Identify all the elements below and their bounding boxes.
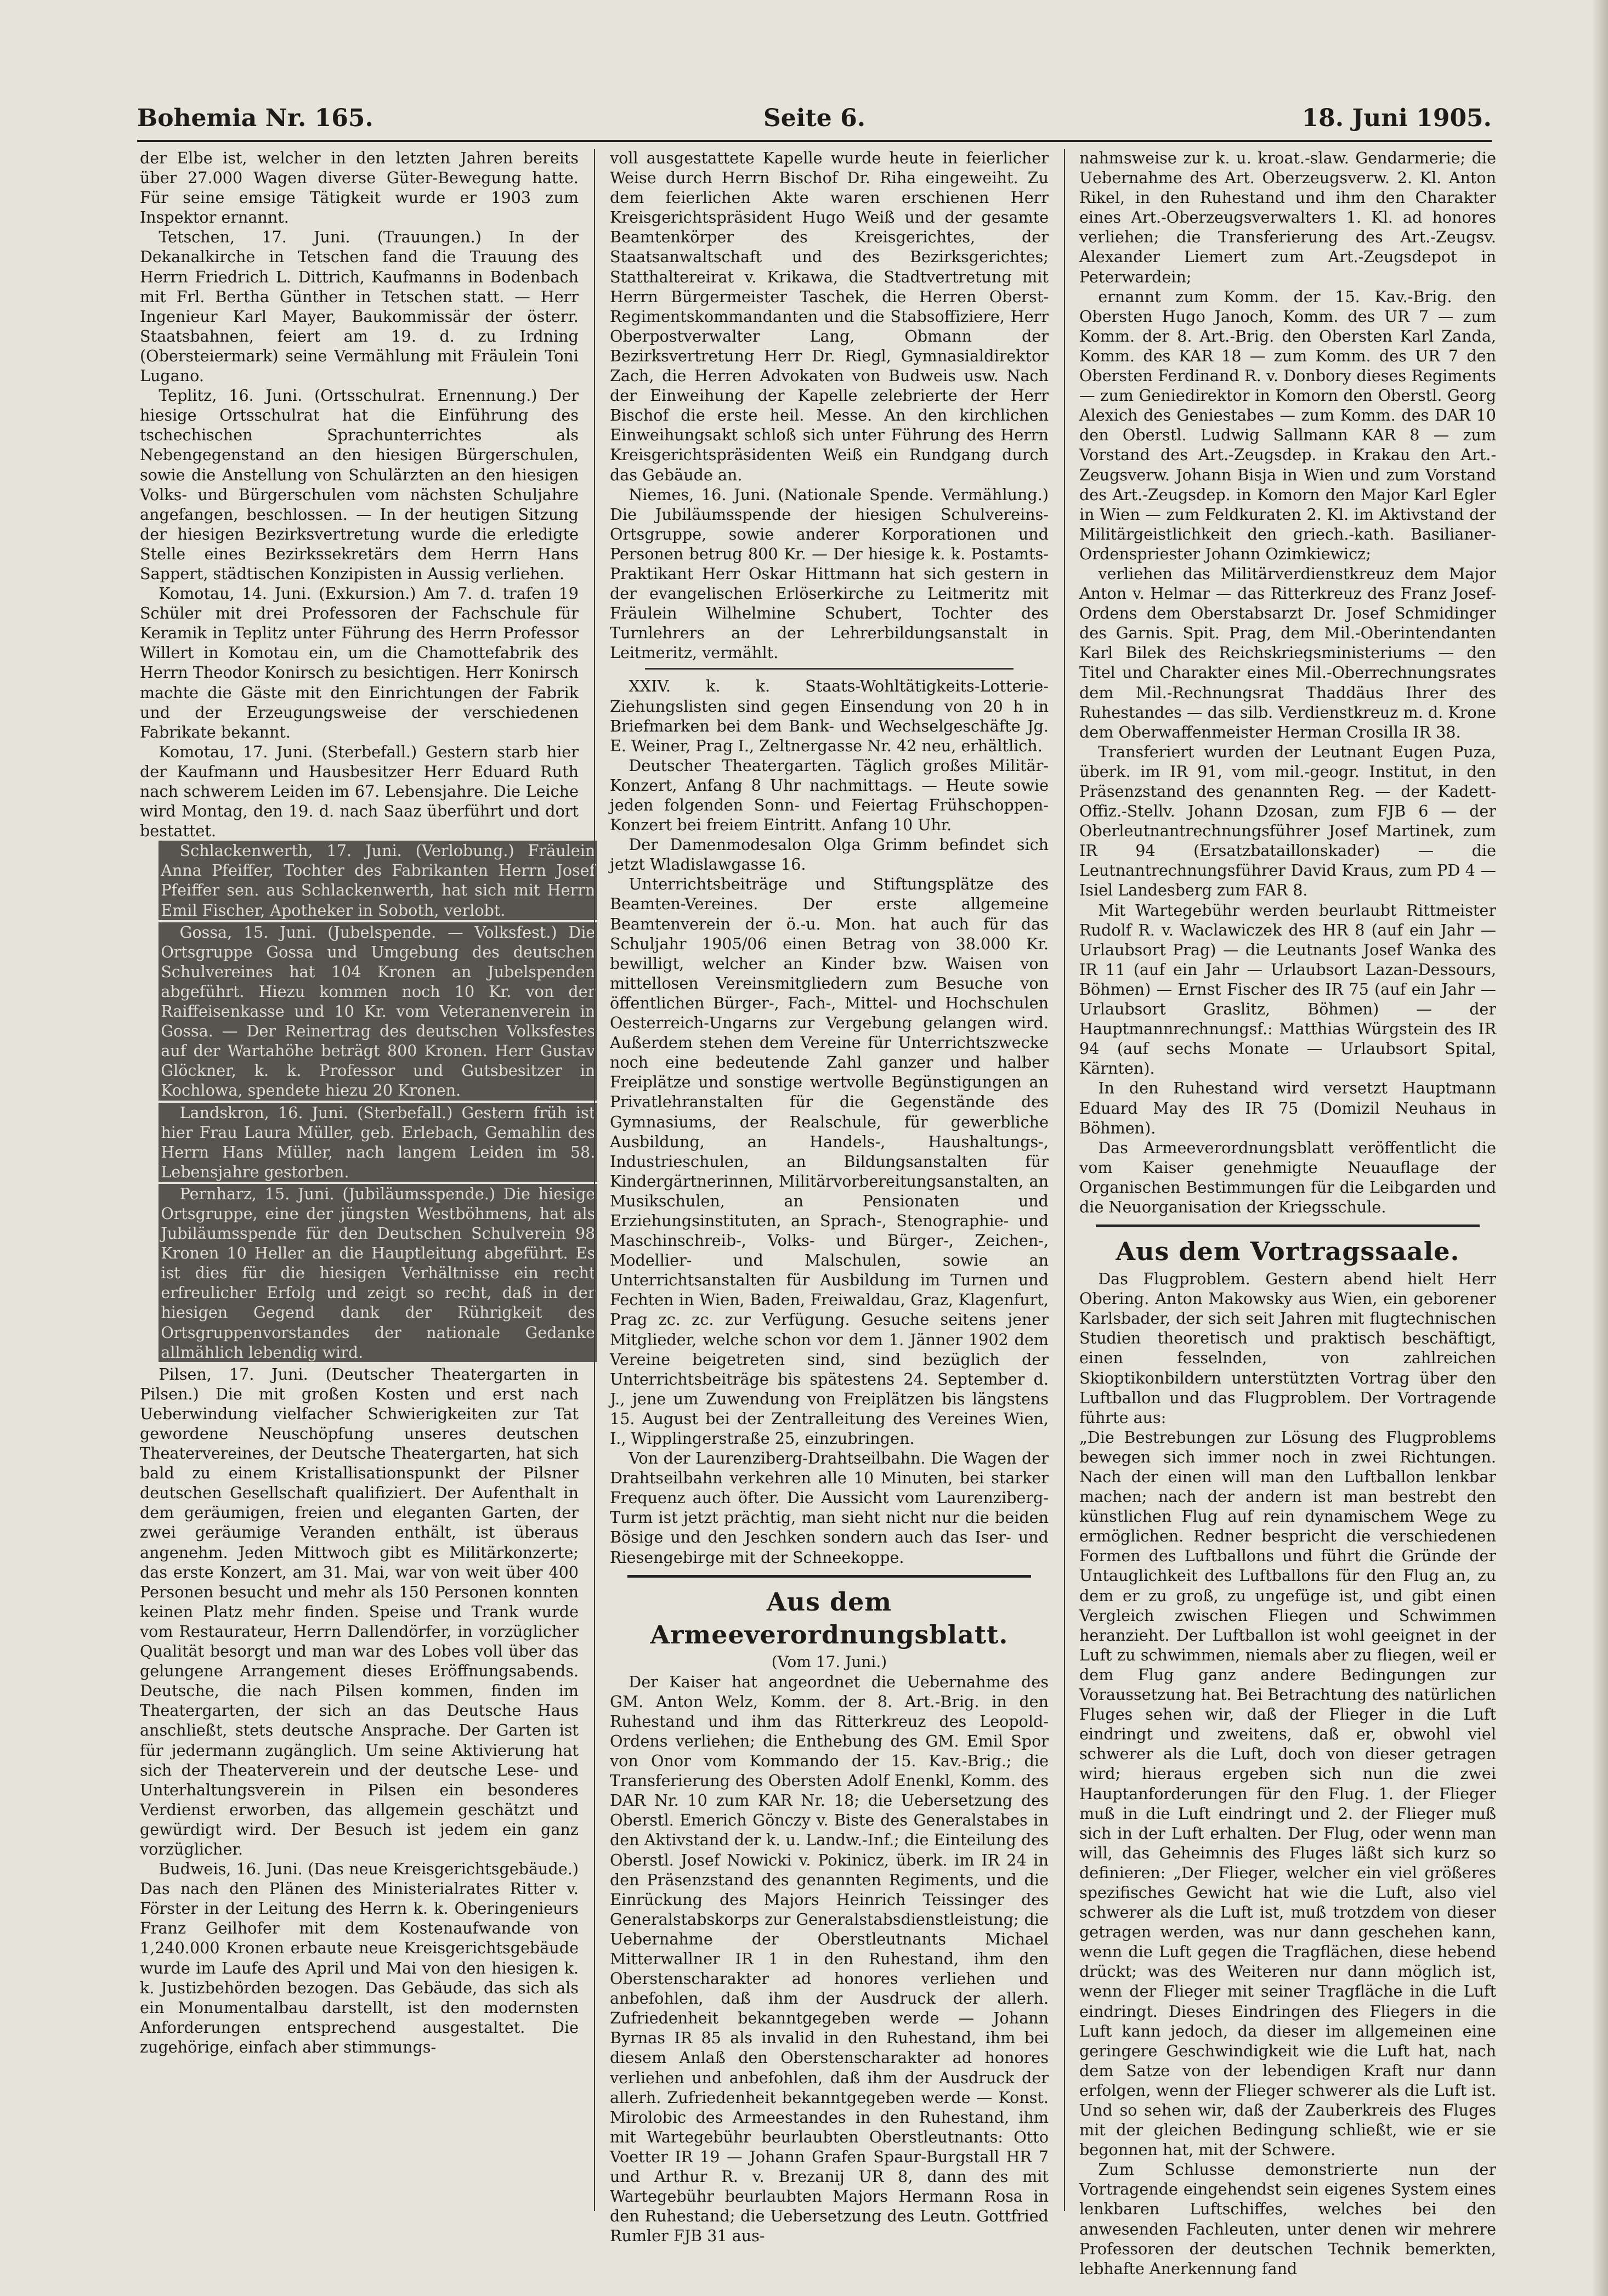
- section-subheading: (Vom 17. Juni.): [771, 1652, 887, 1671]
- article-paragraph: XXIV. k. k. Staats-Wohltätigkeits-Lotterie-Ziehungslisten sind gegen Einsendung von 20 h in Briefmarken bei dem Bank- und Wechselgeschäfte Jg. E. Weiner, Prag I., Zeltnergasse Nr. 42 neu, erhältlich.: [610, 677, 1049, 755]
- article-paragraph: ernannt zum Komm. der 15. Kav.-Brig. den Obersten Hugo Janoch, Komm. des UR 7 — zum Komm. der 8. Art.-Brig. den Obersten Karl Zanda, Komm. des KAR 18 — zum Komm. des UR 7 den Obersten Ferdinand R. v. Donbory dieses Regiments — zum Geniedirektor in Komorn den Oberstl. Georg Alexich des Geniestabes — zum Komm. des DAR 10 den Oberstl. Ludwig Sallmann KAR 8 — zum Vorstand des Art.-Zeugsdep. in Krakau den Art.-Zeugsverw. Johann Bisja in Wien und zum Vorstand des Art.-Zeugsdep. in Komorn den Major Karl Egler in Wien — zum Feldkuraten 2. Kl. im Aktivstand der Militärgeistlichkeit den griech.-kath. Basilianer-Ordenspriester Johann Ozimkiewicz;: [1079, 287, 1496, 563]
- article-paragraph: Teplitz, 16. Juni. (Ortsschulrat. Ernennung.) Der hiesige Ortsschulrat hat die Einführung des tschechischen Sprachunterrichtes als Nebengegenstand an den hiesigen Bürgerschulen, sowie die Anstellung von Schulärzten an den hiesigen Volks- und Bürgerschulen vom nächsten Schuljahre angefangen, beschlossen. — In der heutigen Sitzung der hiesigen Bezirksvertretung wurde die erledigte Stelle eines Bezirkssekretärs dem Herrn Hans Sappert, städtischen Konzipisten in Aussig verliehen.: [140, 386, 579, 583]
- column-3: [1079, 148, 1496, 2278]
- article-paragraph: Zum Schlusse demonstrierte nun der Vortragende eingehendst sein eigenes System eines lenkbaren Luftschiffes, welches bei den anwesenden Fachleuten, unter denen wir mehrere Professoren der deutschen Technik bemerkten, lebhafte Anerkennung fand: [1079, 2160, 1496, 2278]
- section-heading: Aus dem Vortragssaale.: [1116, 1237, 1460, 1267]
- article-text: Landskron, 16. Juni. (Sterbefall.) Gestern früh ist hier Frau Laura Müller, geb. Erlebach, Gemahlin des Herrn Hans Müller, nach langem Leiden im 58. Lebensjahre gestorben.: [158, 1103, 597, 1182]
- article-paragraph: Budweis, 16. Juni. (Das neue Kreisgerichtsgebäude.) Das nach den Plänen des Ministerialrates Ritter v. Förster in der Leitung des Herrn k. k. Oberingenieurs Franz Geilhofer mit dem Kostenaufwande von 1,240.000 Kronen erbaute neue Kreisgerichtsgebäude wurde im Laufe des April und Mai von den hiesigen k. k. Justizbehörden bezogen. Das Gebäude, das sich als ein Monumentalbau darstellt, ist den modernsten Anforderungen entsprechend ausgestaltet. Die zugehörige, einfach aber stimmungs-: [140, 1860, 579, 2056]
- section-rule: [645, 668, 1014, 670]
- article-paragraph: [140, 922, 596, 1103]
- page-edge-shadow: [1592, 0, 1608, 2296]
- article-paragraph: Transferiert wurden der Leutnant Eugen Puza, überk. im IR 91, vom mil.-geogr. Institut, in den Präsenzstand des genannten Reg. — der Kadett-Offiz.-Stellv. Johann Dzosan, zum FJB 6 — der Oberleutnantrechnungsführer Josef Martinek, zum IR 94 (Ersatzbataillonskader) — die Leutnantrechnungsführer David Kraus, zum PD 4 — Isiel Landesberg zum FAR 8.: [1079, 742, 1496, 900]
- article-paragraph: Deutscher Theatergarten. Täglich großes Militär-Konzert, Anfang 8 Uhr nachmittags. — Heute sowie jeden folgenden Sonn- und Feiertag Frühschoppen-Konzert bei freiem Eintritt. Anfang 10 Uhr.: [610, 756, 1049, 835]
- article-paragraph: verliehen das Militärverdienstkreuz dem Major Anton v. Helmar — das Ritterkreuz des Franz Josef-Ordens dem Oberstabsarzt Dr. Josef Schmidinger des Garnis. Spit. Prag, dem Mil.-Oberintendanten Karl Bilek des Reichskriegsministeriums — den Titel und Charakter eines Mil.-Oberrechnungsrates dem Mil.-Rechnungsrat Thaddäus Ihrer des Ruhestandes — das silb. Verdienstkreuz m. d. Krone dem Oberwaffenmeister Herman Crosilla IR 38.: [1079, 564, 1496, 741]
- article-paragraph: Komotau, 17. Juni. (Sterbefall.) Gestern starb hier der Kaufmann und Hausbesitzer Herr Eduard Ruth nach schwerem Leiden im 67. Lebensjahre. Die Leiche wird Montag, den 19. d. nach Saaz überführt und dort bestattet.: [140, 742, 579, 841]
- article-text: Pernharz, 15. Juni. (Jubiläumsspende.) Die hiesige Ortsgruppe, eine der jüngsten Westböhmens, hat als Jubiläumsspende für den Deutschen Schulverein 98 Kronen 10 Heller an die Hauptleitung abgeführt. Es ist dies für die hiesigen Verhältnisse ein recht erfreulicher Erfolg und zeigt so recht, daß in der hiesigen Gegend dank der Rührigkeit des Ortsgruppenvorstandes der nationale Gedanke allmählich lebendig wird.: [158, 1184, 597, 1362]
- column-divider: [1064, 149, 1065, 2211]
- page-number: Seite 6.: [763, 104, 866, 132]
- section-divider: [627, 1575, 1031, 1578]
- article-paragraph: [140, 1184, 596, 1364]
- article-paragraph: Tetschen, 17. Juni. (Trauungen.) In der Dekanalkirche in Tetschen fand die Trauung des Herrn Friedrich L. Dittrich, Kaufmanns in Bodenbach mit Frl. Bertha Günther in Tetschen statt. — Herr Ingenieur Karl Mayer, Baukommissär der österr. Staatsbahnen, feiert am 19. d. zu Irdning (Obersteiermark) seine Vermählung mit Fräulein Toni Lugano.: [140, 228, 579, 385]
- article-paragraph: Unterrichtsbeiträge und Stiftungsplätze des Beamten-Vereines. Der erste allgemeine Beamtenverein der ö.-u. Mon. hat auch für das Schuljahr 1905/06 einen Betrag von 38.000 Kr. bewilligt, welcher an Kinder bzw. Waisen von mittellosen Vereinsmitgliedern zum Besuche von öffentlichen Bürger-, Fach-, Mittel- und Hochschulen Oesterreich-Ungarns zur Vergebung gelangen wird. Außerdem stehen dem Vereine für Unterrichtszwecke noch eine bedeutende Zahl ganzer und halber Freiplätze und sonstige wertvolle Begünstigungen an Privatlehranstalten für die Gegenstände des Gymnasiums, der Realschule, für gewerbliche Ausbildung, an Handels-, Haushaltungs-, Industrieschulen, an Bildungsanstalten für Kindergärtnerinnen, Militärvorbereitungsanstalten, an Musikschulen, an Pensionaten und Erziehungsinstituten, an Sprach-, Stenographie- und Maschinschreib-, Volks- und Bürger-, Zeichen-, Modellier- und Malschulen, sowie an Unterrichtsanstalten für Ausbildung im Turnen und Fechten in Wien, Baden, Freiwaldau, Graz, Klagenfurt, Prag zc. zc. zur Verfügung. Gesuche seitens jener Mitglieder, welche schon vor dem 1. Jänner 1902 dem Vereine beigetreten sind, sind bezüglich der Unterrichtsbeiträge bis spätestens 24. September d. J., jene um Zuwendung von Freiplätzen bis längstens 15. August bei der Zentralleitung des Vereines Wien, I., Wipplingerstraße 25, einzubringen.: [610, 875, 1049, 1448]
- article-paragraph: In den Ruhestand wird versetzt Hauptmann Eduard May des IR 75 (Domizil Neuhaus in Böhmen).: [1079, 1079, 1496, 1137]
- column-2: [610, 148, 1049, 2246]
- column-1: [140, 148, 596, 2237]
- article-paragraph: [140, 1103, 596, 1184]
- article-paragraph: Pilsen, 17. Juni. (Deutscher Theatergarten in Pilsen.) Die mit großen Kosten und erst nach Ueberwindung vielfacher Schwierigkeiten zur Tat gewordene Neuschöpfung unseres deutschen Theatervereines, der Deutsche Theatergarten, hat sich bald zu einem Kristallisationspunkt der Pilsner deutschen Gesellschaft qualifiziert. Der Aufenthalt in dem geräumigen, freien und eleganten Garten, der zwei geräumige Veranden enthält, ist überaus angenehm. Jeden Mittwoch gibt es Militärkonzerte; das erste Konzert, am 31. Mai, war von weit über 400 Personen besucht und mehr als 150 Personen konnten keinen Platz mehr finden. Speise und Trank wurde vom Restaurateur, Herrn Dallendörfer, in vorzüglicher Qualität besorgt und man war des Lobes voll über das gelungene Arrangement dieses Eröffnungsabends. Deutsche, die nach Pilsen kommen, finden im Theatergarten, der sich an das Deutsche Haus anschließt, stets deutsche Ansprache. Der Garten ist für jedermann zugänglich. Um seine Aktivierung hat sich der Theaterverein und der deutsche Lese- und Unterhaltungsverein in Pilsen ein besonderes Verdienst erworben, das allgemein geschätzt und gewürdigt wird. Der Besuch ist jedem ein ganz vorzüglicher.: [140, 1364, 579, 1858]
- article-paragraph: [140, 841, 596, 922]
- article-paragraph: Mit Wartegebühr werden beurlaubt Rittmeister Rudolf R. v. Waclawiczek des HR 8 (auf ein Jahr — Urlaubsort Prag) — die Leutnants Josef Wanka des IR 11 (auf ein Jahr — Urlaubsort Lazan-Dessours, Böhmen) — Ernst Fischer des IR 75 (auf ein Jahr — Urlaubsort Graslitz, Böhmen) — der Hauptmannrechnungsf.: Matthias Würgstein des IR 94 (auf sechs Monate — Urlaubsort Spital, Kärnten).: [1079, 900, 1496, 1078]
- section-divider: [1096, 1224, 1479, 1227]
- article-paragraph: Das Flugproblem. Gestern abend hielt Herr Obering. Anton Makowsky aus Wien, ein geborener Karlsbader, der sich seit Jahren mit flugtechnischen Studien theoretisch und praktisch beschäftigt, einen fesselnden, von zahlreichen Skioptikonbildern unterstützten Vortrag über den Luftballon und das Flugproblem. Der Vortragende führte aus:: [1079, 1269, 1496, 1427]
- article-text: Schlackenwerth, 17. Juni. (Verlobung.) Fräulein Anna Pfeiffer, Tochter des Fabrikanten Herrn Josef Pfeiffer sen. aus Schlackenwerth, hat sich mit Herrn Emil Fischer, Apotheker in Soboth, verlobt.: [158, 841, 597, 920]
- article-paragraph: Das Armeeverordnungsblatt veröffentlicht die vom Kaiser genehmigte Neuauflage der Organischen Bestimmungen für die Leibgarden und die Neuorganisation der Kriegsschule.: [1079, 1138, 1496, 1216]
- article-paragraph: Der Damenmodesalon Olga Grimm befindet sich jetzt Wladislawgasse 16.: [610, 835, 1049, 874]
- column-divider: [594, 149, 595, 2211]
- article-paragraph: „Die Bestrebungen zur Lösung des Flugproblems bewegen sich immer noch in zwei Richtungen. Nach der einen will man den Luftballon lenkbar machen; nach der andern ist man bestrebt den künstlichen Flug auf rein dynamischem Wege zu ermöglichen. Redner bespricht die verschiedenen Formen des Luftballons und führt die Gründe der Untauglichkeit des Luftballons für den Flug an, zu dem er zu groß, zu ungefüge ist, und gibt einen Vergleich zwischen Fliegen und Schwimmen heranzieht. Der Luftballon ist wohl geeignet in der Luft zu schwimmen, niemals aber zu fliegen, weil er dem Flug ganz andere Bedingungen zur Voraussetzung hat. Bei Betrachtung des natürlichen Fluges sehen wir, daß der Flieger in die Luft eindringt und zweitens, daß er, obwohl viel schwerer als die Luft, doch von dieser getragen wird; hieraus ergeben sich nun die zwei Hauptanforderungen für den Flug. 1. der Flieger muß in die Luft eindringt und 2. der Flieger muß sich in der Luft erhalten. Der Flug, oder wenn man will, das Geheimnis des Fluges läßt sich kurz so definieren: „Der Flieger, welcher ein viel größeres spezifisches Gewicht hat wie die Luft, also viel schwerer als die Luft ist, muß trotzdem von dieser getragen werden, was nur dann geschehen kann, wenn die Luft gegen die Tragflächen, diese hebend drückt; was des Weiteren nur dann möglich ist, wenn der Flieger mit seiner Tragfläche in die Luft eindringt. Dieses Eindringen des Fliegers in die Luft kann jedoch, da dieser im allgemeinen eine geringere Geschwindigkeit wie die Luft hat, nach dem Satze von der lebendigen Kraft nur dann erfolgen, wenn der Flieger schwerer als die Luft ist. Und so sehen wir, daß der Zauberkreis des Fluges mit der gleichen Bedingung schließt, wie er sie begonnen hat, mit der Schwere.: [1079, 1427, 1496, 2159]
- article-paragraph: der Elbe ist, welcher in den letzten Jahren bereits über 27.000 Wagen diverse Güter-Bewegung hatte. Für seine emsige Tätigkeit wurde er 1903 zum Inspektor ernannt.: [140, 149, 579, 227]
- header-rule: [137, 140, 1492, 142]
- article-paragraph: Niemes, 16. Juni. (Nationale Spende. Vermählung.) Die Jubiläumsspende der hiesigen Schulvereins-Ortsgruppe, sowie anderer Korporationen und Personen betrug 800 Kr. — Der hiesige k. k. Postamts-Praktikant Herr Oskar Hittmann hat sich gestern in der evangelischen Erlöserkirche zu Leitmeritz mit Fräulein Wilhelmine Schubert, Tochter des Turnlehrers an der Lehrerbildungsanstalt in Leitmeritz, vermählt.: [610, 485, 1049, 662]
- section-heading: Aus dem Armeeverordnungsblatt.: [650, 1586, 1009, 1649]
- page-header: [137, 104, 1492, 143]
- publication-issue: Bohemia Nr. 165.: [137, 104, 373, 132]
- article-paragraph: Komotau, 14. Juni. (Exkursion.) Am 7. d. trafen 19 Schüler mit drei Professoren der Fachschule für Keramik in Teplitz unter Führung des Herrn Professor Willert in Komotau ein, um die Chamottefabrik des Herrn Theodor Konirsch zu besichtigen. Herr Konirsch machte die Gäste mit den Einrichtungen der Fabrik und der Erzeugungsweise der verschiedenen Fabrikate bekannt.: [140, 584, 579, 741]
- article-paragraph: nahmsweise zur k. u. kroat.-slaw. Gendarmerie; die Uebernahme des Art. Oberzeugsverw. 2. Kl. Anton Rikel, in den Ruhestand und ihm den Charakter eines Art.-Oberzeugsverwalters 1. Kl. ad honores verliehen; die Transferierung des Art.-Zeugsv. Alexander Liemert zum Art.-Zeugsdepot in Peterwardein;: [1079, 149, 1496, 286]
- article-paragraph: Von der Laurenziberg-Drahtseilbahn. Die Wagen der Drahtseilbahn verkehren alle 10 Minuten, bei starker Frequenz auch öfter. Die Aussicht vom Laurenziberg-Turm ist jetzt prächtig, man sieht nicht nur die beiden Bösige und den Jeschken sondern auch das Iser- und Riesengebirge mit der Schneekoppe.: [610, 1449, 1049, 1567]
- article-text: Gossa, 15. Juni. (Jubelspende. — Volksfest.) Die Ortsgruppe Gossa und Umgebung des deutschen Schulvereines hat 104 Kronen an Jubelspenden abgeführt. Hiezu kommen noch 10 Kr. von der Raiffeisenkasse und 10 Kr. vom Veteranenverein in Gossa. — Der Reinertrag des deutschen Volksfestes auf der Wartahöhe beträgt 800 Kronen. Herr Gustav Glöckner, k. k. Professor und Gutsbesitzer in Kochlowa, spendete hiezu 20 Kronen.: [158, 922, 597, 1101]
- article-paragraph: Der Kaiser hat angeordnet die Uebernahme des GM. Anton Welz, Komm. der 8. Art.-Brig. in den Ruhestand und ihm das Ritterkreuz des Leopold-Ordens verliehen; die Enthebung des GM. Emil Spor von Onor vom Kommando der 15. Kav.-Brig.; die Transferierung des Obersten Adolf Enenkl, Komm. des DAR Nr. 10 zum KAR Nr. 18; die Uebersetzung des Oberstl. Emerich Gönczy v. Biste des Generalstabes in den Aktivstand der k. u. Landw.-Inf.; die Einteilung des Oberstl. Josef Nowicki v. Pokinicz, überk. im IR 24 in den Präsenzstand des genannten Regiments, und die Einrückung des Majors Heinrich Teissinger des Generalstabskorps zur Generalstabsdienstleistung; die Uebernahme der Oberstleutnants Michael Mitterwallner IR 1 in den Ruhestand, ihm den Oberstenscharakter ad honores verliehen und anbefohlen, daß ihm der Ausdruck der allerh. Zufriedenheit bekanntgegeben werde — Johann Byrnas IR 85 als invalid in den Ruhestand, ihm bei diesem Anlaß den Oberstenscharakter ad honores verliehen und anbefohlen, daß ihm der Ausdruck der allerh. Zufriedenheit bekanntgegeben werde — Konst. Mirolobic des Armeestandes in den Ruhestand, ihm mit Wartegebühr beurlaubten Oberstleutnants: Otto Voetter IR 19 — Johann Grafen Spaur-Burgstall HR 7 und Arthur R. v. Brezanij UR 8, dann des mit Wartegebühr beurlaubten Majors Hermann Rosa in den Ruhestand; die Uebersetzung des Leutn. Gottfried Rumler FJB 31 aus-: [610, 1672, 1049, 2246]
- issue-date: 18. Juni 1905.: [1301, 104, 1492, 132]
- article-paragraph: voll ausgestattete Kapelle wurde heute in feierlicher Weise durch Herrn Bischof Dr. Riha eingeweiht. Zu dem feierlichen Akte waren erschienen Herr Kreisgerichtspräsident Hugo Weiß und der gesamte Beamtenkörper des Kreisgerichtes, der Staatsanwaltschaft und des Bezirksgerichtes; Statthaltereirat v. Krikawa, die Stadtvertretung mit Herrn Bürgermeister Taschek, die Herren Oberst-Regimentskommandanten und die Stabsoffiziere, Herr Oberpostverwalter Lang, Obmann der Bezirksvertretung Herr Dr. Riegl, Gymnasialdirektor Zach, die Herren Advokaten von Budweis usw. Nach der Einweihung der Kapelle zelebrierte der Herr Bischof die erste heil. Messe. An den kirchlichen Einweihungsakt schloß sich unter Führung des Herrn Kreisgerichtspräsidenten Weiß ein Rundgang durch das Gebäude an.: [610, 149, 1049, 484]
